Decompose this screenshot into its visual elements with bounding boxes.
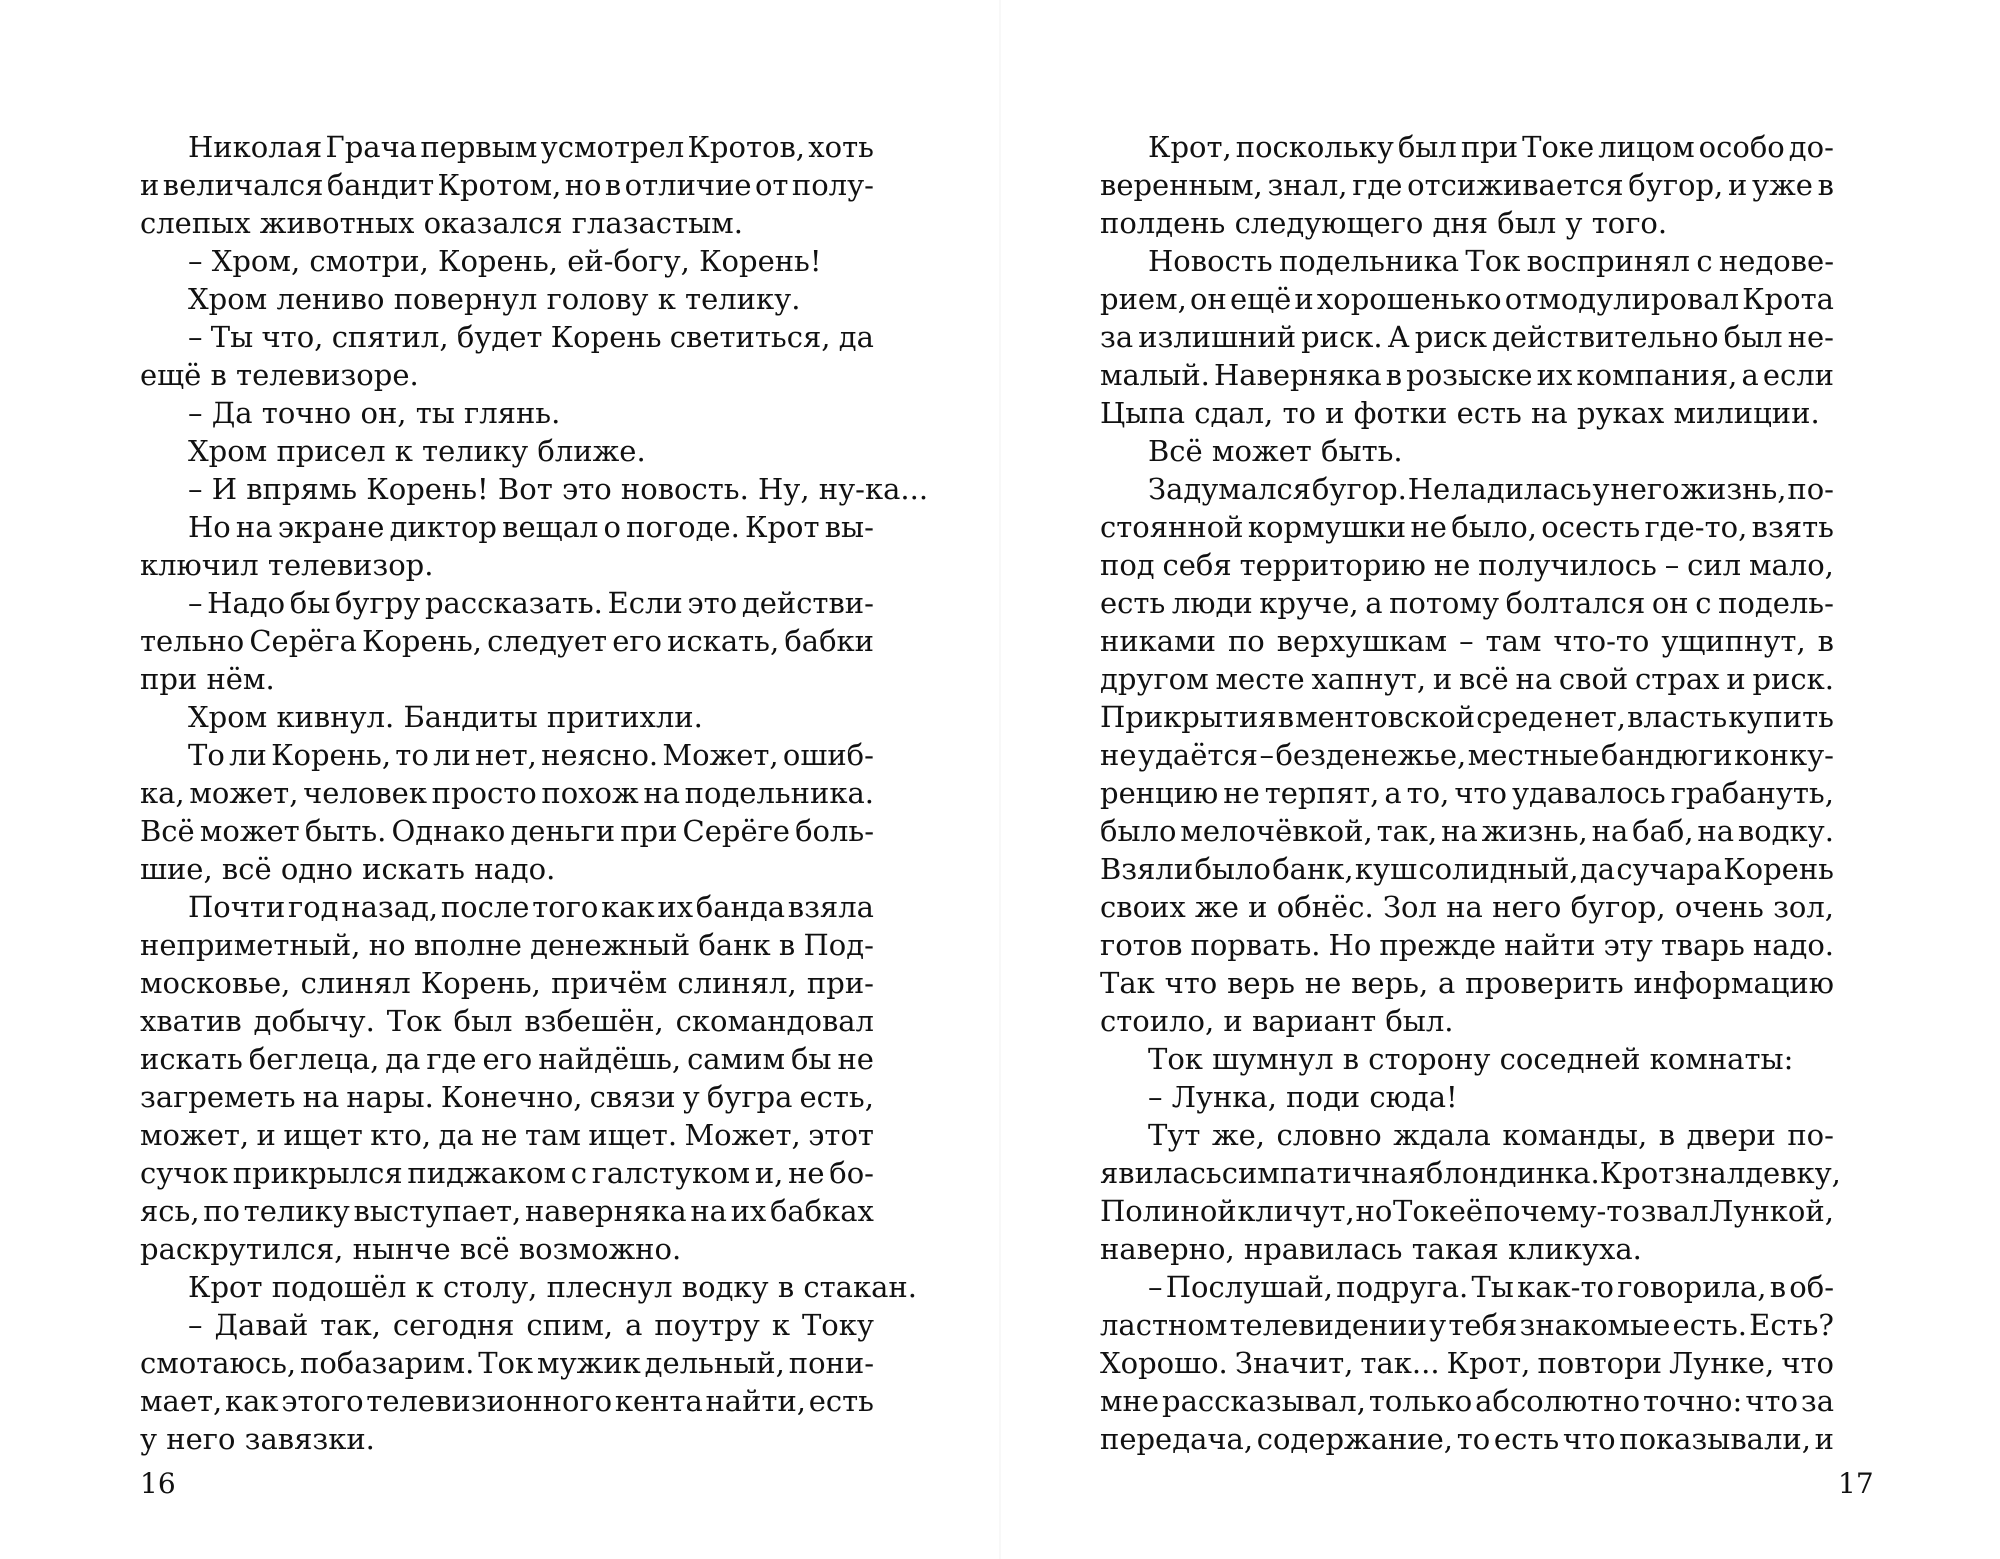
text-line: ясь, по телику выступает, наверняка на их бабках: [140, 1194, 874, 1228]
text-line: мне рассказывал, только абсолютно точно: что за: [1100, 1384, 1834, 1418]
text-line: ка, может, человек просто похож на подельника.: [140, 776, 874, 810]
text-line: Всё может быть. Однако деньги при Серёге боль-: [140, 814, 874, 848]
text-line: шие, всё одно искать надо.: [140, 852, 556, 886]
left-page-number: 16: [140, 1467, 176, 1500]
text-line: неприметный, но вполне денежный банк в Под-: [140, 928, 874, 962]
text-line: – Хром, смотри, Корень, ей-богу, Корень!: [188, 244, 822, 278]
right-page-text: [1100, 128, 1841, 1458]
text-line: Крот, поскольку был при Токе лицом особо до-: [1148, 130, 1834, 164]
text-line: Хром присел к телику ближе.: [188, 434, 646, 468]
text-line: – Лунка, поди сюда!: [1148, 1080, 1458, 1114]
text-line: Полиной кличут, но Ток её почему-то звал Лункой,: [1100, 1194, 1834, 1228]
left-page-text: [140, 128, 929, 1458]
text-line: загреметь на нары. Конечно, связи у бугра есть,: [140, 1080, 874, 1114]
text-line: готов порвать. Но прежде найти эту тварь надо.: [1100, 928, 1834, 962]
text-line: может, и ищет кто, да не там ищет. Может, этот: [140, 1118, 874, 1152]
text-line: Почти год назад, после того как их банда взяла: [188, 890, 874, 924]
text-line: – Послушай, подруга. Ты как-то говорила, в об-: [1148, 1270, 1834, 1304]
text-line: Но на экране диктор вещал о погоде. Крот вы-: [188, 510, 874, 544]
text-line: искать беглеца, да где его найдёшь, самим бы не: [140, 1042, 874, 1076]
book-gutter: [999, 0, 1001, 1559]
text-line: ключил телевизор.: [140, 548, 434, 582]
text-line: у него завязки.: [140, 1422, 375, 1456]
text-line: – Надо бы бугру рассказать. Если это действи-: [188, 586, 874, 620]
text-line: другом месте хапнут, и всё на свой страх и риск.: [1100, 662, 1834, 696]
text-line: при нём.: [140, 662, 275, 696]
text-line: стоило, и вариант был.: [1100, 1004, 1454, 1038]
text-line: смотаюсь, побазарим. Ток мужик дельный, пони-: [140, 1346, 874, 1380]
text-line: Крот подошёл к столу, плеснул водку в стакан.: [188, 1270, 917, 1304]
text-line: явилась симпатичная блондинка. Крот знал девку,: [1100, 1156, 1841, 1190]
text-line: веренным, знал, где отсиживается бугор, и уже в: [1100, 168, 1834, 202]
text-line: ещё в телевизоре.: [140, 358, 419, 392]
text-line: Задумался бугор. Не ладилась у него жизнь, по-: [1148, 472, 1834, 506]
text-line: раскрутился, нынче всё возможно.: [140, 1232, 682, 1266]
text-line: Тут же, словно ждала команды, в двери по-: [1148, 1118, 1834, 1152]
text-line: московье, слинял Корень, причём слинял, при-: [140, 966, 874, 1000]
text-line: – Да точно он, ты глянь.: [188, 396, 561, 430]
text-line: Всё может быть.: [1148, 434, 1403, 468]
text-line: рием, он ещё и хорошенько отмодулировал Крота: [1100, 282, 1834, 316]
text-line: малый. Наверняка в розыске их компания, а если: [1100, 358, 1834, 392]
text-line: ренцию не терпят, а то, что удавалось грабануть,: [1100, 776, 1834, 810]
text-line: хватив добычу. Ток был взбешён, скомандовал: [140, 1004, 874, 1038]
text-line: Новость подельника Ток воспринял с недове-: [1148, 244, 1834, 278]
right-page-number: 17: [1838, 1467, 1874, 1500]
text-line: тельно Серёга Корень, следует его искать, бабки: [140, 624, 874, 658]
text-line: под себя территорию не получилось – сил мало,: [1100, 548, 1834, 582]
text-line: своих же и обнёс. Зол на него бугор, очень зол,: [1100, 890, 1834, 924]
text-line: и величался бандит Кротом, но в отличие от полу-: [140, 168, 874, 202]
text-line: Хром лениво повернул голову к телику.: [188, 282, 801, 316]
text-line: не удаётся – безденежье, местные бандюги конку-: [1100, 738, 1834, 772]
text-line: слепых животных оказался глазастым.: [140, 206, 743, 240]
text-line: – Ты что, спятил, будет Корень светиться, да: [188, 320, 874, 354]
text-line: Прикрытия в ментовской среде нет, власть купить: [1100, 700, 1834, 734]
text-line: передача, содержание, то есть что показывали, и: [1100, 1422, 1834, 1456]
text-line: никами по верхушкам – там что-то ущипнут, в: [1100, 624, 1834, 658]
text-line: наверно, нравилась такая кликуха.: [1100, 1232, 1642, 1266]
text-line: – Давай так, сегодня спим, а поутру к Току: [188, 1308, 874, 1342]
text-line: есть люди круче, а потому болтался он с подель-: [1100, 586, 1834, 620]
text-line: Цыпа сдал, то и фотки есть на руках милиции.: [1100, 396, 1820, 430]
text-line: за излишний риск. А риск действительно был не-: [1100, 320, 1834, 354]
text-line: стоянной кормушки не было, осесть где-то, взять: [1100, 510, 1834, 544]
text-line: мает, как этого телевизионного кента найти, есть: [140, 1384, 874, 1418]
text-line: ластном телевидении у тебя знакомые есть. Есть?: [1100, 1308, 1834, 1342]
text-line: То ли Корень, то ли нет, неясно. Может, ошиб-: [188, 738, 874, 772]
text-line: было мелочёвкой, так, на жизнь, на баб, на водку.: [1100, 814, 1834, 848]
text-line: Взяли было банк, куш солидный, да сучара Корень: [1100, 852, 1834, 886]
text-line: Так что верь не верь, а проверить информацию: [1100, 966, 1834, 1000]
text-line: сучок прикрылся пиджаком с галстуком и, не бо-: [140, 1156, 874, 1190]
text-line: – И впрямь Корень! Вот это новость. Ну, ну-ка...: [188, 472, 929, 506]
text-line: Хром кивнул. Бандиты притихли.: [188, 700, 703, 734]
text-line: Ток шумнул в сторону соседней комнаты:: [1148, 1042, 1794, 1076]
text-line: полдень следующего дня был у того.: [1100, 206, 1668, 240]
text-line: Хорошо. Значит, так... Крот, повтори Лунке, что: [1100, 1346, 1834, 1380]
text-line: Николая Грача первым усмотрел Кротов, хоть: [188, 130, 874, 164]
